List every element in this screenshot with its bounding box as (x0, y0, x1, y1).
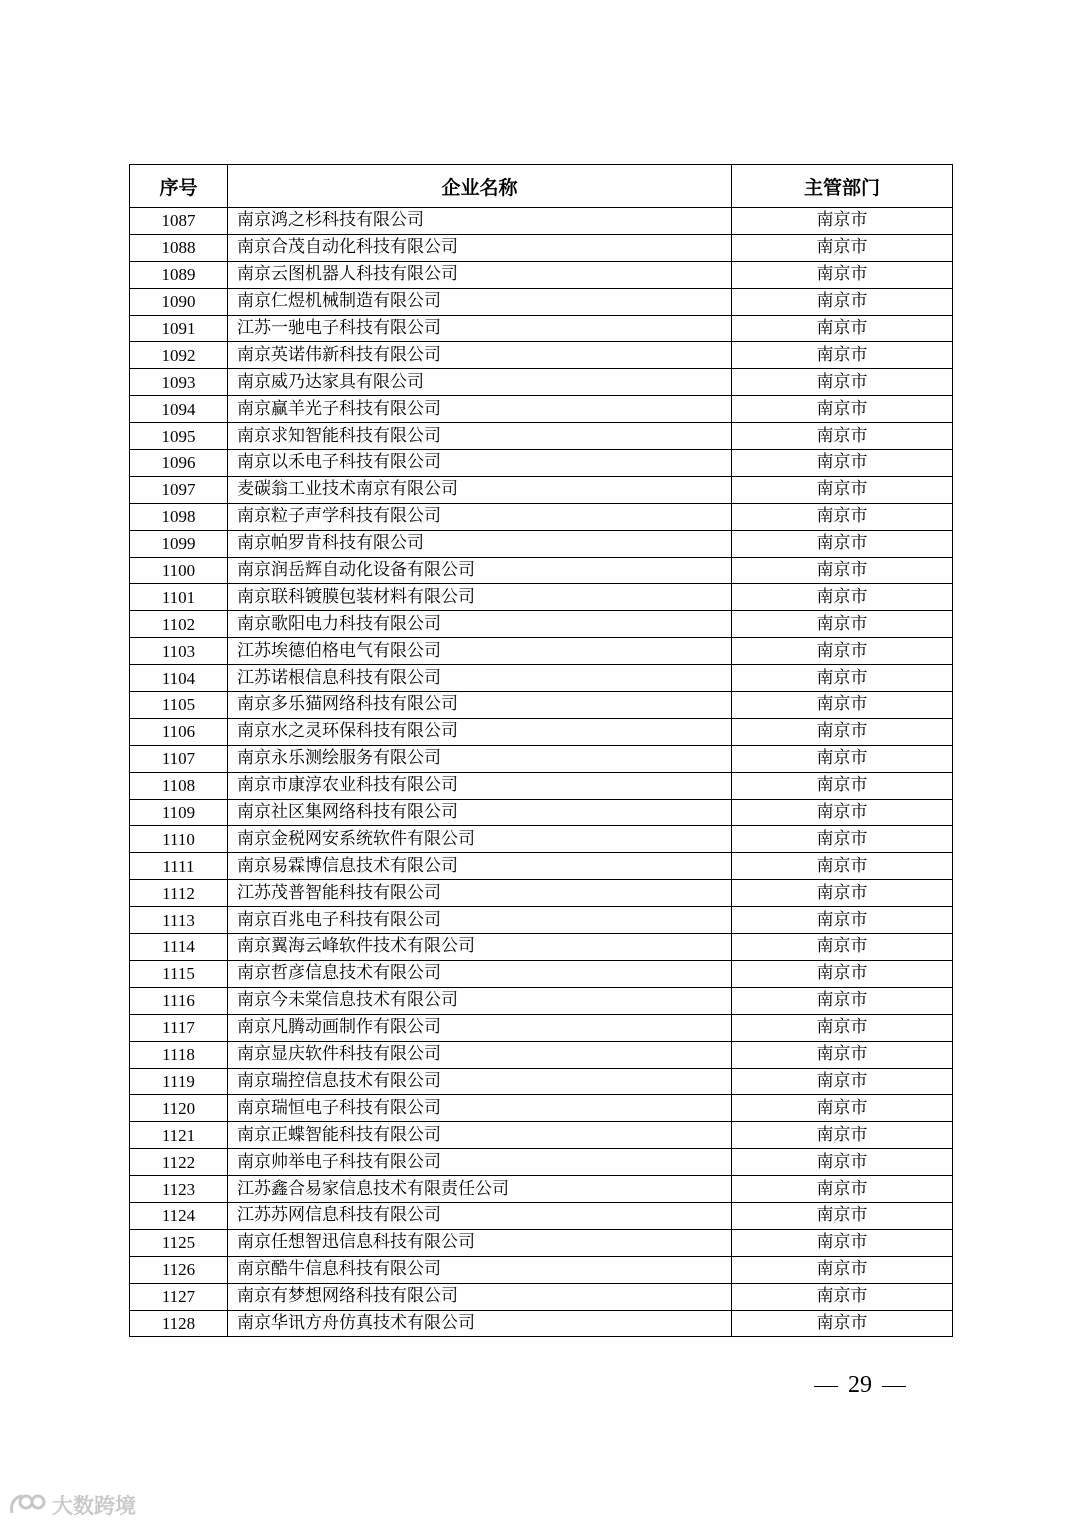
row-department-cell: 南京市 (732, 208, 953, 235)
row-department-cell: 南京市 (732, 503, 953, 530)
row-company-cell: 南京多乐猫网络科技有限公司 (228, 692, 732, 719)
header-company: 企业名称 (228, 165, 732, 208)
row-company-cell: 南京显庆软件科技有限公司 (228, 1041, 732, 1068)
page-number (800, 1372, 920, 1399)
row-department-cell: 南京市 (732, 665, 953, 692)
row-index-cell: 1104 (130, 665, 228, 692)
row-department-cell: 南京市 (732, 692, 953, 719)
row-company-cell: 江苏鑫合易家信息技术有限责任公司 (228, 1176, 732, 1203)
row-index-cell: 1119 (130, 1068, 228, 1095)
row-company-cell: 南京瑞恒电子科技有限公司 (228, 1095, 732, 1122)
row-department-cell: 南京市 (732, 557, 953, 584)
table-row (130, 853, 953, 880)
row-company-cell: 麦碳翁工业技术南京有限公司 (228, 476, 732, 503)
row-company-cell: 南京帕罗肯科技有限公司 (228, 530, 732, 557)
table-row (130, 665, 953, 692)
row-index-cell: 1105 (130, 692, 228, 719)
table-row (130, 1176, 953, 1203)
row-department-cell: 南京市 (732, 718, 953, 745)
row-company-cell: 南京正蝶智能科技有限公司 (228, 1122, 732, 1149)
table-body (130, 208, 953, 1337)
row-department-cell: 南京市 (732, 261, 953, 288)
table-row (130, 530, 953, 557)
row-company-cell: 南京酷牛信息科技有限公司 (228, 1256, 732, 1283)
row-company-cell: 南京英诺伟新科技有限公司 (228, 342, 732, 369)
table-row (130, 880, 953, 907)
table-row (130, 288, 953, 315)
row-index-cell: 1113 (130, 907, 228, 934)
row-index-cell: 1112 (130, 880, 228, 907)
row-index-cell: 1128 (130, 1310, 228, 1337)
row-index-cell: 1115 (130, 960, 228, 987)
row-company-cell: 南京云图机器人科技有限公司 (228, 261, 732, 288)
row-company-cell: 江苏苏网信息科技有限公司 (228, 1202, 732, 1229)
row-department-cell: 南京市 (732, 745, 953, 772)
row-company-cell: 江苏埃德伯格电气有限公司 (228, 638, 732, 665)
table-row (130, 1095, 953, 1122)
row-department-cell: 南京市 (732, 987, 953, 1014)
row-index-cell: 1110 (130, 826, 228, 853)
watermark-text: 大数跨境 (52, 1494, 136, 1518)
row-index-cell: 1095 (130, 423, 228, 450)
row-department-cell: 南京市 (732, 342, 953, 369)
row-index-cell: 1111 (130, 853, 228, 880)
table-row (130, 611, 953, 638)
row-index-cell: 1127 (130, 1283, 228, 1310)
table-row (130, 557, 953, 584)
row-company-cell: 南京华讯方舟仿真技术有限公司 (228, 1310, 732, 1337)
row-department-cell: 南京市 (732, 1122, 953, 1149)
table-row (130, 1229, 953, 1256)
row-department-cell: 南京市 (732, 1202, 953, 1229)
row-index-cell: 1089 (130, 261, 228, 288)
table-row (130, 476, 953, 503)
header-department: 主管部门 (732, 165, 953, 208)
row-company-cell: 江苏一驰电子科技有限公司 (228, 315, 732, 342)
row-department-cell: 南京市 (732, 423, 953, 450)
table-row (130, 692, 953, 719)
row-company-cell: 南京粒子声学科技有限公司 (228, 503, 732, 530)
row-department-cell: 南京市 (732, 530, 953, 557)
table-row (130, 638, 953, 665)
table-row (130, 960, 953, 987)
row-department-cell: 南京市 (732, 1095, 953, 1122)
row-department-cell: 南京市 (732, 396, 953, 423)
row-department-cell: 南京市 (732, 369, 953, 396)
row-department-cell: 南京市 (732, 799, 953, 826)
row-index-cell: 1092 (130, 342, 228, 369)
row-department-cell: 南京市 (732, 234, 953, 261)
table-row (130, 1068, 953, 1095)
page-number-dash-right (882, 1386, 906, 1387)
row-company-cell: 南京联科镀膜包装材料有限公司 (228, 584, 732, 611)
row-index-cell: 1100 (130, 557, 228, 584)
table-row (130, 1041, 953, 1068)
table-row (130, 315, 953, 342)
row-company-cell: 南京瑞控信息技术有限公司 (228, 1068, 732, 1095)
row-index-cell: 1099 (130, 530, 228, 557)
row-company-cell: 江苏茂普智能科技有限公司 (228, 880, 732, 907)
row-company-cell: 南京水之灵环保科技有限公司 (228, 718, 732, 745)
table-row (130, 396, 953, 423)
row-department-cell: 南京市 (732, 638, 953, 665)
table-row (130, 745, 953, 772)
row-department-cell: 南京市 (732, 960, 953, 987)
table-row (130, 1283, 953, 1310)
row-index-cell: 1103 (130, 638, 228, 665)
row-index-cell: 1094 (130, 396, 228, 423)
table-row (130, 369, 953, 396)
row-index-cell: 1108 (130, 772, 228, 799)
row-index-cell: 1088 (130, 234, 228, 261)
row-company-cell: 南京社区集网络科技有限公司 (228, 799, 732, 826)
watermark-logo-icon (8, 1491, 48, 1519)
table-row (130, 261, 953, 288)
row-department-cell: 南京市 (732, 1149, 953, 1176)
row-department-cell: 南京市 (732, 584, 953, 611)
row-department-cell: 南京市 (732, 1176, 953, 1203)
watermark (8, 1488, 136, 1522)
row-company-cell: 南京仁煜机械制造有限公司 (228, 288, 732, 315)
row-company-cell: 南京歌阳电力科技有限公司 (228, 611, 732, 638)
row-company-cell: 南京翼海云峰软件技术有限公司 (228, 934, 732, 961)
row-index-cell: 1114 (130, 934, 228, 961)
table-row (130, 503, 953, 530)
row-company-cell: 南京合茂自动化科技有限公司 (228, 234, 732, 261)
row-company-cell: 南京市康淳农业科技有限公司 (228, 772, 732, 799)
row-department-cell: 南京市 (732, 853, 953, 880)
row-index-cell: 1101 (130, 584, 228, 611)
row-company-cell: 江苏诺根信息科技有限公司 (228, 665, 732, 692)
table-row (130, 1014, 953, 1041)
table-row (130, 934, 953, 961)
table-row (130, 799, 953, 826)
row-company-cell: 南京鸿之杉科技有限公司 (228, 208, 732, 235)
row-index-cell: 1093 (130, 369, 228, 396)
row-index-cell: 1116 (130, 987, 228, 1014)
row-company-cell: 南京今未棠信息技术有限公司 (228, 987, 732, 1014)
row-department-cell: 南京市 (732, 907, 953, 934)
row-department-cell: 南京市 (732, 826, 953, 853)
table-row (130, 987, 953, 1014)
table-row (130, 450, 953, 477)
row-department-cell: 南京市 (732, 1014, 953, 1041)
row-department-cell: 南京市 (732, 880, 953, 907)
table-row (130, 234, 953, 261)
row-index-cell: 1107 (130, 745, 228, 772)
row-department-cell: 南京市 (732, 1283, 953, 1310)
row-index-cell: 1122 (130, 1149, 228, 1176)
header-index: 序号 (130, 165, 228, 208)
row-department-cell: 南京市 (732, 934, 953, 961)
row-department-cell: 南京市 (732, 476, 953, 503)
table-row (130, 718, 953, 745)
table-row (130, 584, 953, 611)
row-index-cell: 1091 (130, 315, 228, 342)
table-row (130, 1310, 953, 1337)
row-index-cell: 1097 (130, 476, 228, 503)
row-index-cell: 1126 (130, 1256, 228, 1283)
row-company-cell: 南京哲彦信息技术有限公司 (228, 960, 732, 987)
row-company-cell: 南京赢羊光子科技有限公司 (228, 396, 732, 423)
row-company-cell: 南京百兆电子科技有限公司 (228, 907, 732, 934)
row-index-cell: 1125 (130, 1229, 228, 1256)
row-company-cell: 南京金税网安系统软件有限公司 (228, 826, 732, 853)
table-row (130, 1202, 953, 1229)
row-company-cell: 南京任想智迅信息科技有限公司 (228, 1229, 732, 1256)
table-row (130, 1122, 953, 1149)
table-row (130, 826, 953, 853)
row-department-cell: 南京市 (732, 450, 953, 477)
enterprise-table (129, 164, 953, 1337)
page-number-value: 29 (848, 1372, 872, 1398)
row-department-cell: 南京市 (732, 1068, 953, 1095)
row-department-cell: 南京市 (732, 1256, 953, 1283)
row-company-cell: 南京有梦想网络科技有限公司 (228, 1283, 732, 1310)
table-row (130, 342, 953, 369)
row-index-cell: 1096 (130, 450, 228, 477)
row-index-cell: 1120 (130, 1095, 228, 1122)
page-number-dash-left (814, 1386, 838, 1387)
row-company-cell: 南京帅举电子科技有限公司 (228, 1149, 732, 1176)
row-company-cell: 南京易霖博信息技术有限公司 (228, 853, 732, 880)
row-department-cell: 南京市 (732, 1229, 953, 1256)
table-header-row (130, 165, 953, 208)
row-department-cell: 南京市 (732, 1041, 953, 1068)
table-row (130, 1149, 953, 1176)
row-index-cell: 1121 (130, 1122, 228, 1149)
table-row (130, 1256, 953, 1283)
row-department-cell: 南京市 (732, 772, 953, 799)
row-department-cell: 南京市 (732, 611, 953, 638)
row-department-cell: 南京市 (732, 1310, 953, 1337)
row-index-cell: 1087 (130, 208, 228, 235)
row-index-cell: 1109 (130, 799, 228, 826)
row-company-cell: 南京威乃达家具有限公司 (228, 369, 732, 396)
table-row (130, 423, 953, 450)
row-index-cell: 1106 (130, 718, 228, 745)
row-company-cell: 南京凡腾动画制作有限公司 (228, 1014, 732, 1041)
row-company-cell: 南京润岳辉自动化设备有限公司 (228, 557, 732, 584)
row-index-cell: 1123 (130, 1176, 228, 1203)
row-index-cell: 1118 (130, 1041, 228, 1068)
table-row (130, 772, 953, 799)
row-index-cell: 1124 (130, 1202, 228, 1229)
table-row (130, 208, 953, 235)
row-department-cell: 南京市 (732, 288, 953, 315)
table-row (130, 907, 953, 934)
row-company-cell: 南京求知智能科技有限公司 (228, 423, 732, 450)
row-department-cell: 南京市 (732, 315, 953, 342)
row-index-cell: 1117 (130, 1014, 228, 1041)
row-index-cell: 1102 (130, 611, 228, 638)
row-index-cell: 1098 (130, 503, 228, 530)
row-company-cell: 南京永乐测绘服务有限公司 (228, 745, 732, 772)
row-index-cell: 1090 (130, 288, 228, 315)
row-company-cell: 南京以禾电子科技有限公司 (228, 450, 732, 477)
